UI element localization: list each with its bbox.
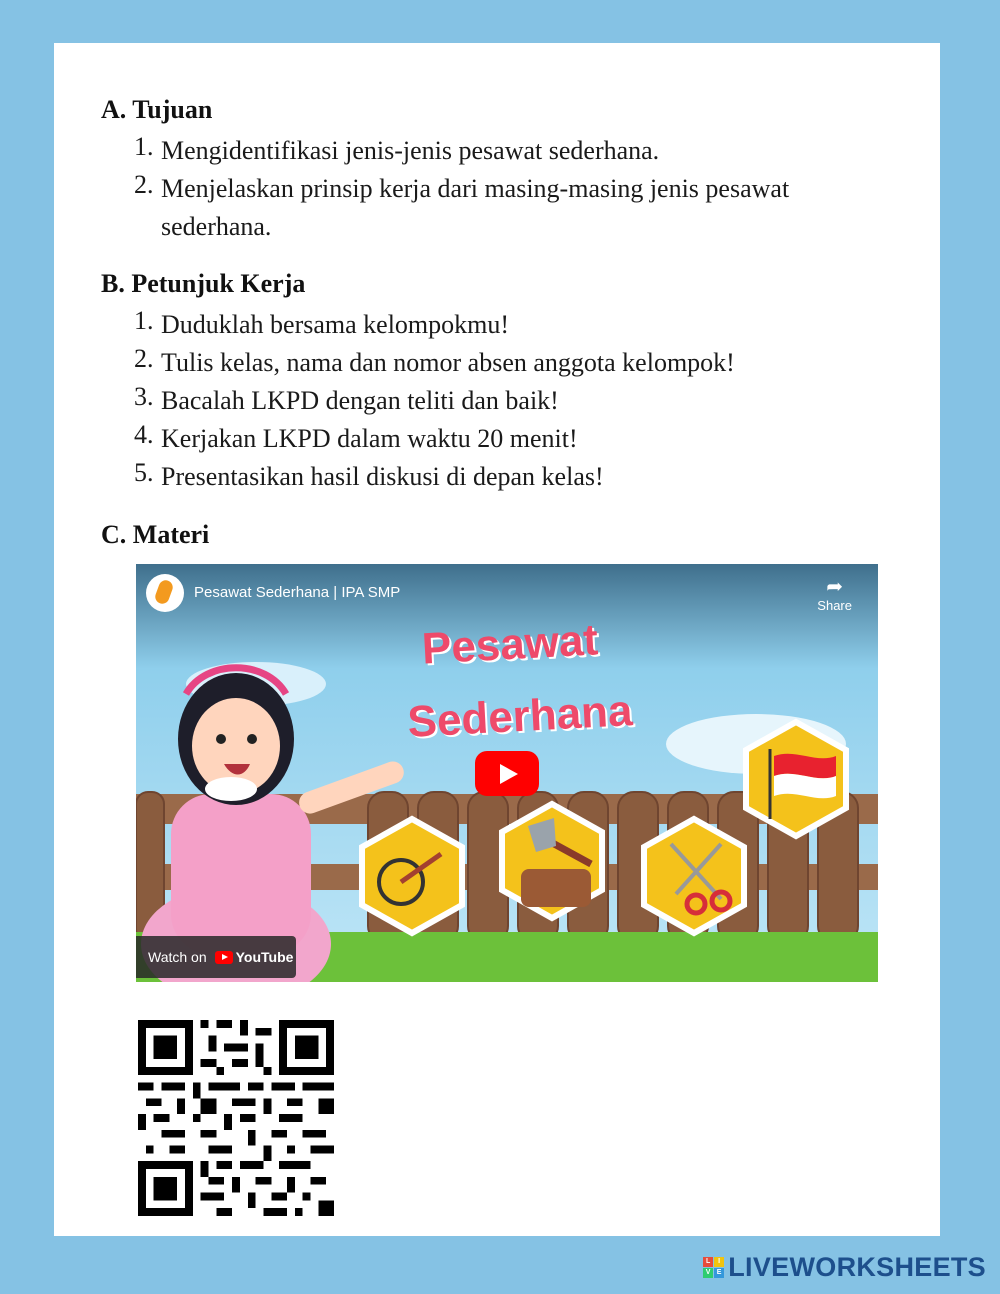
thumbnail-title-line2: Sederhana — [406, 686, 634, 747]
section-heading-petunjuk-kerja: B. Petunjuk Kerja — [101, 269, 306, 298]
youtube-logo-icon: YouTube — [215, 949, 294, 965]
thumbnail-title-line1: Pesawat — [420, 615, 600, 674]
list-item: 1. Mengidentifikasi jenis-jenis pesawat sederhana. — [134, 132, 660, 165]
list-item: 2. Menjelaskan prinsip kerja dari masing-masing jenis pesawat sederhana. — [134, 170, 790, 241]
list-item: 1. Duduklah bersama kelompokmu! — [134, 306, 510, 339]
list-item: 2. Tulis kelas, nama dan nomor absen anggota kelompok! — [134, 344, 735, 377]
video-title[interactable]: Pesawat Sederhana | IPA SMP — [194, 584, 401, 601]
share-button[interactable]: ➦ Share — [817, 576, 852, 613]
youtube-video-embed[interactable] — [136, 564, 878, 982]
section-heading-materi: C. Materi — [101, 520, 210, 549]
list-item: 5. Presentasikan hasil diskusi di depan kelas! — [134, 458, 604, 491]
worksheet-page — [54, 43, 940, 1236]
watch-on-youtube-button[interactable]: Watch on YouTube — [136, 936, 296, 978]
play-button[interactable] — [475, 751, 539, 796]
qr-code — [138, 1020, 334, 1216]
channel-avatar-icon[interactable] — [146, 574, 184, 612]
section-heading-tujuan: A. Tujuan — [101, 95, 213, 124]
list-item: 4. Kerjakan LKPD dalam waktu 20 menit! — [134, 420, 578, 453]
share-arrow-icon: ➦ — [826, 576, 844, 598]
liveworksheets-mark-icon: L I V E — [703, 1257, 724, 1278]
liveworksheets-logo[interactable]: L I V E LIVEWORKSHEETS — [703, 1252, 986, 1283]
list-item: 3. Bacalah LKPD dengan teliti dan baik! — [134, 382, 559, 415]
